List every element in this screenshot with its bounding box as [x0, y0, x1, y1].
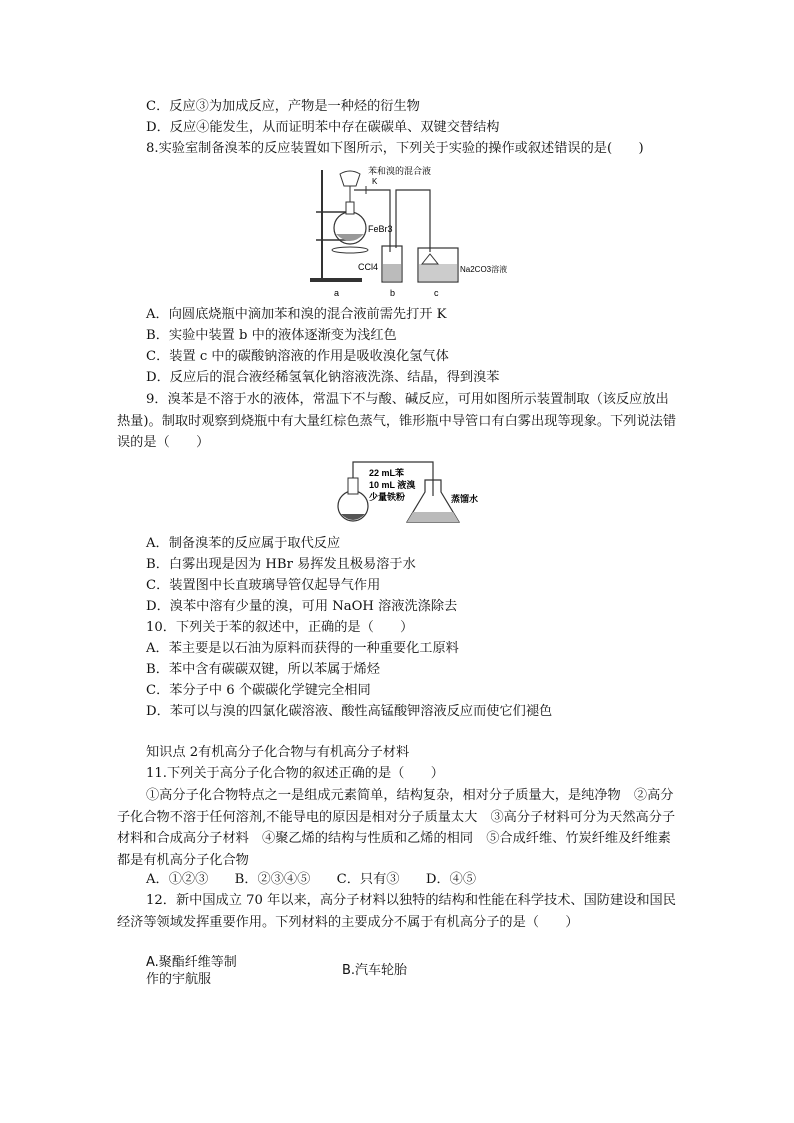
label-b: b	[390, 288, 396, 298]
q9-option-c: C．装置图中长直玻璃导管仅起导气作用	[146, 578, 381, 593]
label-mix: 苯和溴的混合液	[368, 166, 432, 176]
label-water: 蒸馏水	[451, 494, 479, 504]
q8-stem: 8.实验室制备溴苯的反应装置如下图所示，下列关于实验的操作或叙述错误的是( )	[146, 141, 644, 156]
q12-option-a-line2: 作的宇航服	[146, 972, 212, 987]
q11-body: ①高分子化合物特点之一是组成元素简单，结构复杂，相对分子质量大，是纯净物 ②高分子化合物不溶于任何溶剂,不能导电的原因是相对分子质量太大 ③高分子材料可分为天然高分子材料和合成高分子材料 ④聚乙烯的结构与性质和乙烯的相同 ⑤合成纤维、竹炭纤维及纤维素都是有机高分子化合物	[117, 788, 676, 868]
connecting-tube	[354, 190, 390, 252]
q7-option-c: C．反应③为加成反应，产物是一种烃的衍生物	[146, 99, 420, 114]
label-a: a	[334, 288, 340, 298]
q10-option-a: A．苯主要是以石油为原料而获得的一种重要化工原料	[146, 641, 459, 656]
q9-option-a: A．制备溴苯的反应属于取代反应	[146, 536, 341, 551]
q9-option-b: B．白雾出现是因为 HBr 易挥发且极易溶于水	[146, 557, 416, 572]
q12-stem: 12．新中国成立 70 年以来，高分子材料以独特的结构和性能在科学技术、国防建设和国民经济等领域发挥重要作用。下列材料的主要成分不属于有机高分子的是（ ）	[117, 893, 676, 930]
label-febr3: FeBr3	[368, 224, 393, 234]
label-iron: 少量铁粉	[369, 492, 406, 502]
stand-base	[310, 278, 362, 282]
q8-apparatus-figure	[300, 160, 508, 300]
q8-option-d: D．反应后的混合液经稀氢氧化钠溶液洗涤、结晶，得到溴苯	[146, 370, 500, 385]
section-title: 知识点 2有机高分子化合物与有机高分子材料	[146, 745, 410, 760]
label-ccl4: CCl4	[358, 262, 379, 272]
separatory-funnel	[340, 171, 360, 186]
q12-option-a-line1: A.聚酯纤维等制	[146, 955, 237, 970]
q10-option-b: B．苯中含有碳碳双键，所以苯属于烯烃	[146, 662, 380, 677]
q8-option-b: B．实验中装置 b 中的液体逐渐变为浅红色	[146, 328, 397, 343]
q11-options: A．①②③ B．②③④⑤ C．只有③ D．④⑤	[146, 872, 477, 887]
q10-option-d: D．苯可以与溴的四氯化碳溶液、酸性高锰酸钾溶液反应而使它们褪色	[146, 704, 553, 719]
label-c: c	[434, 288, 439, 298]
q12-option-b: B.汽车轮胎	[342, 963, 408, 978]
q9-option-d: D．溴苯中溶有少量的溴，可用 NaOH 溶液洗涤除去	[146, 599, 458, 614]
q10-stem: 10．下列关于苯的叙述中，正确的是（ ）	[146, 620, 414, 635]
q8-option-a: A．向圆底烧瓶中滴加苯和溴的混合液前需先打开 K	[146, 307, 447, 322]
q11-stem: 11.下列关于高分子化合物的叙述正确的是（ ）	[146, 766, 444, 781]
label-k: K	[372, 177, 378, 186]
q8-option-c: C．装置 c 中的碳酸钠溶液的作用是吸收溴化氢气体	[146, 349, 449, 364]
label-benzene: 22 mL苯	[369, 468, 405, 478]
q9-apparatus-figure	[333, 456, 493, 528]
label-na2co3: Na2CO3溶液	[460, 265, 508, 274]
q7-option-d: D．反应④能发生，从而证明苯中存在碳碳单、双键交替结构	[146, 120, 500, 135]
q10-option-c: C．苯分子中 6 个碳碳化学键完全相同	[146, 683, 371, 698]
label-bromine: 10 mL 液溴	[369, 480, 416, 490]
q9-stem: 9．溴苯是不溶于水的液体，常温下不与酸、碱反应，可用如图所示装置制取（该反应放出热量)。制取时观察到烧瓶中有大量红棕色蒸气，锥形瓶中导管口有白雾出现等现象。下列说法错误的是（ ）	[117, 392, 677, 450]
